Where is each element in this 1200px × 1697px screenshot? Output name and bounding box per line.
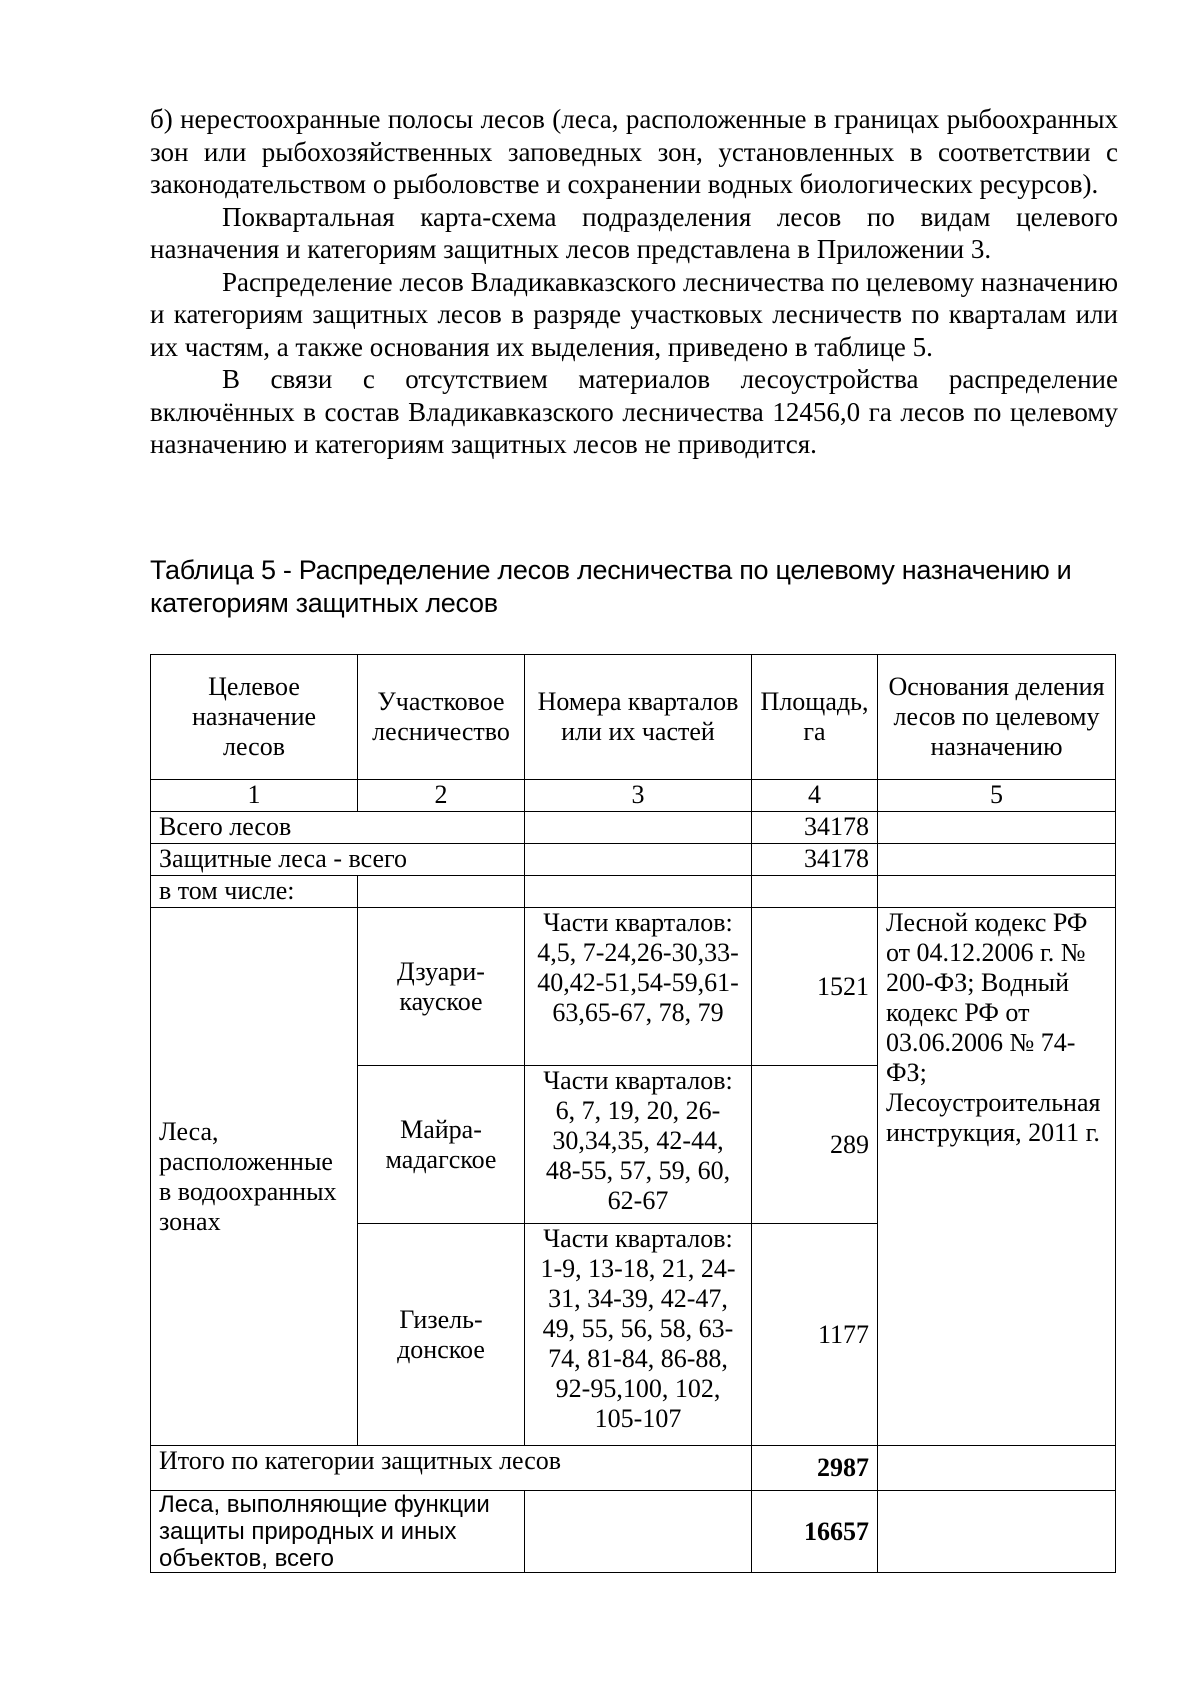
district-area: 289: [752, 1066, 878, 1224]
header-district: Участковое лесничество: [358, 655, 525, 780]
paragraph-1: б) нерестоохранные полосы лесов (леса, расположенные в границах рыбоохранных зон или рыбохозяйственных заповедных зон, установленных в соответствии с законодательством о рыболовстве и сохранении водных биологических ресурсов).: [150, 104, 1118, 199]
total-area: 34178: [752, 812, 878, 844]
column-number: 4: [752, 780, 878, 812]
paragraph-2: Поквартальная карта-схема подразделения лесов по видам целевого назначения и категориям защитных лесов представлена в Приложении 3.: [150, 201, 1118, 264]
forest-distribution-table: [150, 654, 1116, 1573]
district-name: Дзуари-кауское: [358, 908, 525, 1066]
header-purpose: Целевое назначение лесов: [151, 655, 358, 780]
column-number: 5: [878, 780, 1116, 812]
empty-cell: [525, 1491, 752, 1573]
header-quarters: Номера кварталов или их частей: [525, 655, 752, 780]
column-number: 3: [525, 780, 752, 812]
empty-cell: [878, 876, 1116, 908]
other-label: Леса, выполняющие функции защиты природных и иных объектов, всего: [151, 1491, 525, 1573]
empty-cell: [525, 844, 752, 876]
district-quarters: Части кварталов: 1-9, 13-18, 21, 24-31, 34-39, 42-47, 49, 55, 56, 58, 63-74, 81-84, 86-88, 92-95,100, 102, 105-107: [525, 1224, 752, 1446]
table-row-category-total: [151, 1446, 1116, 1491]
category-total-area: 2987: [752, 1446, 878, 1491]
empty-cell: [525, 876, 752, 908]
table-row-total: [151, 812, 1116, 844]
category-total-label: Итого по категории защитных лесов: [151, 1446, 752, 1491]
column-number: 2: [358, 780, 525, 812]
table-row-other: [151, 1491, 1116, 1573]
including-label: в том числе:: [151, 876, 358, 908]
empty-cell: [752, 876, 878, 908]
table-caption: Таблица 5 - Распределение лесов лесничества по целевому назначению и категориям защитных лесов: [150, 555, 1072, 618]
paragraph-4: В связи с отсутствием материалов лесоустройства распределение включённых в состав Владикавказского лесничества 12456,0 га лесов по целевому назначению и категориям защитных лесов не приводится.: [150, 364, 1118, 459]
district-quarters: Части кварталов: 4,5, 7-24,26-30,33-40,42-51,54-59,61-63,65-67, 78, 79: [525, 908, 752, 1066]
column-number-row: [151, 780, 1116, 812]
empty-cell: [525, 812, 752, 844]
protective-area: 34178: [752, 844, 878, 876]
legal-basis: Лесной кодекс РФ от 04.12.2006 г. № 200-ФЗ; Водный кодекс РФ от 03.06.2006 № 74-ФЗ; Лесоустроительная инструкция, 2011 г.: [878, 908, 1116, 1446]
empty-cell: [878, 1491, 1116, 1573]
header-area: Площадь, га: [752, 655, 878, 780]
column-number: 1: [151, 780, 358, 812]
district-area: 1177: [752, 1224, 878, 1446]
empty-cell: [878, 812, 1116, 844]
table-row-protective: [151, 844, 1116, 876]
empty-cell: [878, 844, 1116, 876]
empty-cell: [358, 876, 525, 908]
other-area: 16657: [752, 1491, 878, 1573]
table-row-including: [151, 876, 1116, 908]
table-row-district: [151, 908, 1116, 1066]
table-header-row: [151, 655, 1116, 780]
district-name: Гизель-донское: [358, 1224, 525, 1446]
district-quarters: Части кварталов: 6, 7, 19, 20, 26-30,34,35, 42-44, 48-55, 57, 59, 60, 62-67: [525, 1066, 752, 1224]
paragraph-3: Распределение лесов Владикавказского лесничества по целевому назначению и категориям защитных лесов в разряде участковых лесничеств по кварталам или их частям, а также основания их выделения, приведено в таблице 5.: [150, 266, 1118, 362]
protective-label: Защитные леса - всего: [151, 844, 525, 876]
header-basis: Основания деления лесов по целевому назначению: [878, 655, 1116, 780]
body-text: [150, 103, 1118, 461]
total-label: Всего лесов: [151, 812, 525, 844]
district-area: 1521: [752, 908, 878, 1066]
district-name: Майра-мадагское: [358, 1066, 525, 1224]
category-label: Леса, расположенные в водоохранных зонах: [151, 908, 358, 1446]
empty-cell: [878, 1446, 1116, 1491]
